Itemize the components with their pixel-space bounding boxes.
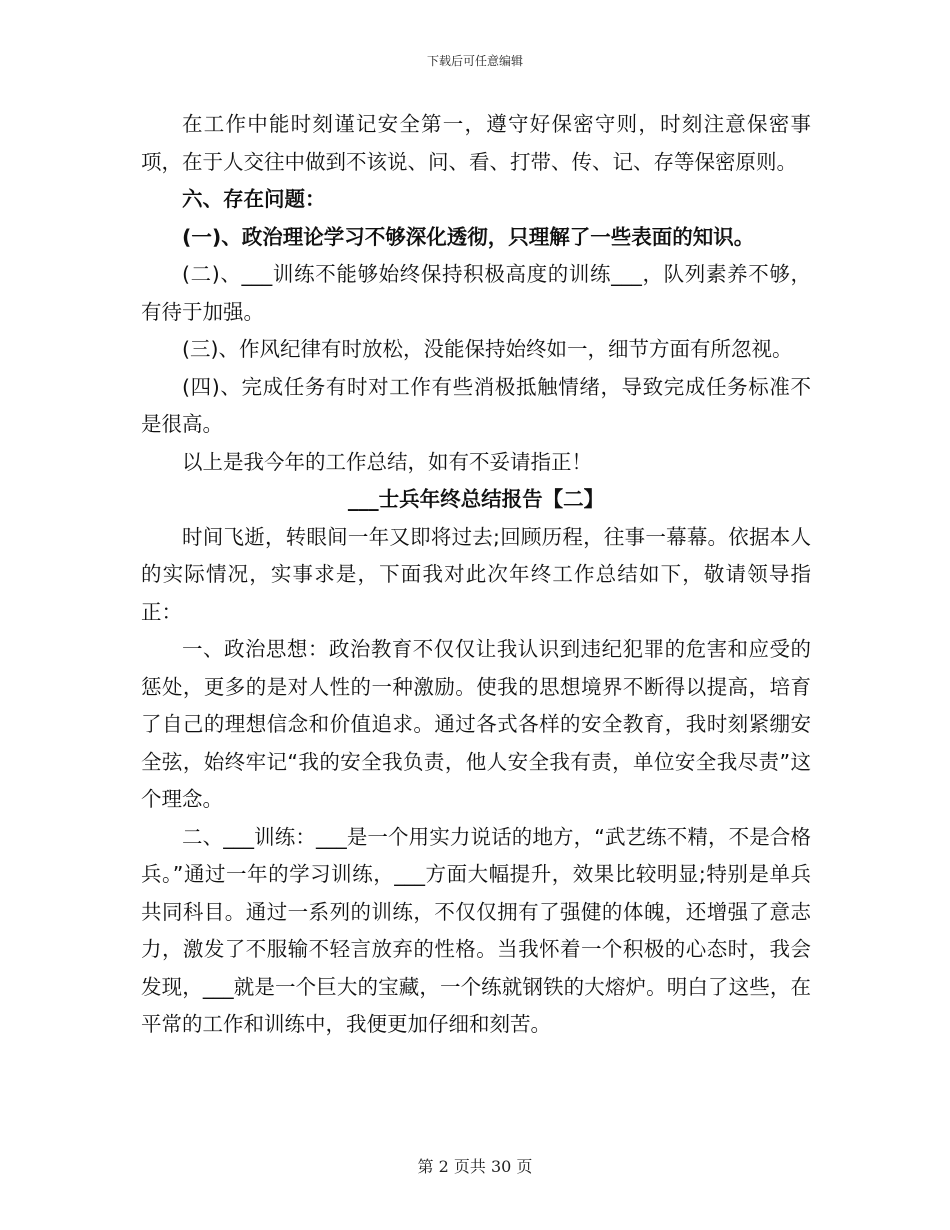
intro-paragraph: 时间飞逝，转眼间一年又即将过去;回顾历程，往事一幕幕。依据本人的实际情况，实事求是，下面我对此次年终工作总结如下，敬请领导指正： (141, 524, 811, 624)
closing-sentence: 以上是我今年的工作总结，如有不妥请指正！ (182, 449, 592, 474)
paragraph-confidentiality: 在工作中能时刻谨记安全第一，遵守好保密守则，时刻注意保密事项，在于人交往中做到不该说、问、看、打带、传、记、存等保密原则。 (141, 112, 811, 174)
paragraph-political-thought: 一、政治思想：政治教育不仅仅让我认识到违纪犯罪的危害和应受的惩处，更多的是对人性的一种激励。使我的思想境界不断得以提高，培育了自己的理想信念和价值追求。通过各式各样的安全教育，我时刻紧绷安全弦，始终牢记“我的安全我负责，他人安全我有责，单位安全我尽责”这个理念。 (141, 637, 811, 811)
page-footer: 第 2 页共 30 页 (417, 1157, 533, 1176)
section-heading-problems: 六、存在问题： (182, 187, 326, 211)
page-header: 下载后可任意编辑 (426, 54, 523, 68)
problem-item-3: (三)、作风纪律有时放松，没能保持始终如一，细节方面有所忽视。 (182, 337, 793, 361)
problem-item-4: (四)、完成任务有时对工作有些消极抵触情绪，导致完成任务标准不是很高。 (141, 374, 811, 436)
paragraph-training: 二、___训练：___是一个用实力说话的地方，“武艺练不精，不是合格兵。”通过一年的学习训练，___方面大幅提升，效果比较明显;特别是单兵共同科目。通过一系列的训练，不仅仅拥有了强健的体魄，还增强了意志力，激发了不服输不轻言放弃的性格。当我怀着一个积极的心态时，我会发现，___就是一个巨大的宝藏，一个练就钢铁的大熔炉。明白了这些，在平常的工作和训练中，我便更加仔细和刻苦。 (141, 824, 811, 1036)
document-body (141, 106, 811, 1044)
problem-item-1: (一)、政治理论学习不够深化透彻，只理解了一些表面的知识。 (182, 224, 755, 249)
problem-item-2: (二)、___训练不能够始终保持积极高度的训练___，队列素养不够，有待于加强。 (141, 262, 811, 324)
report-title: ___士兵年终总结报告【二】 (347, 487, 605, 511)
